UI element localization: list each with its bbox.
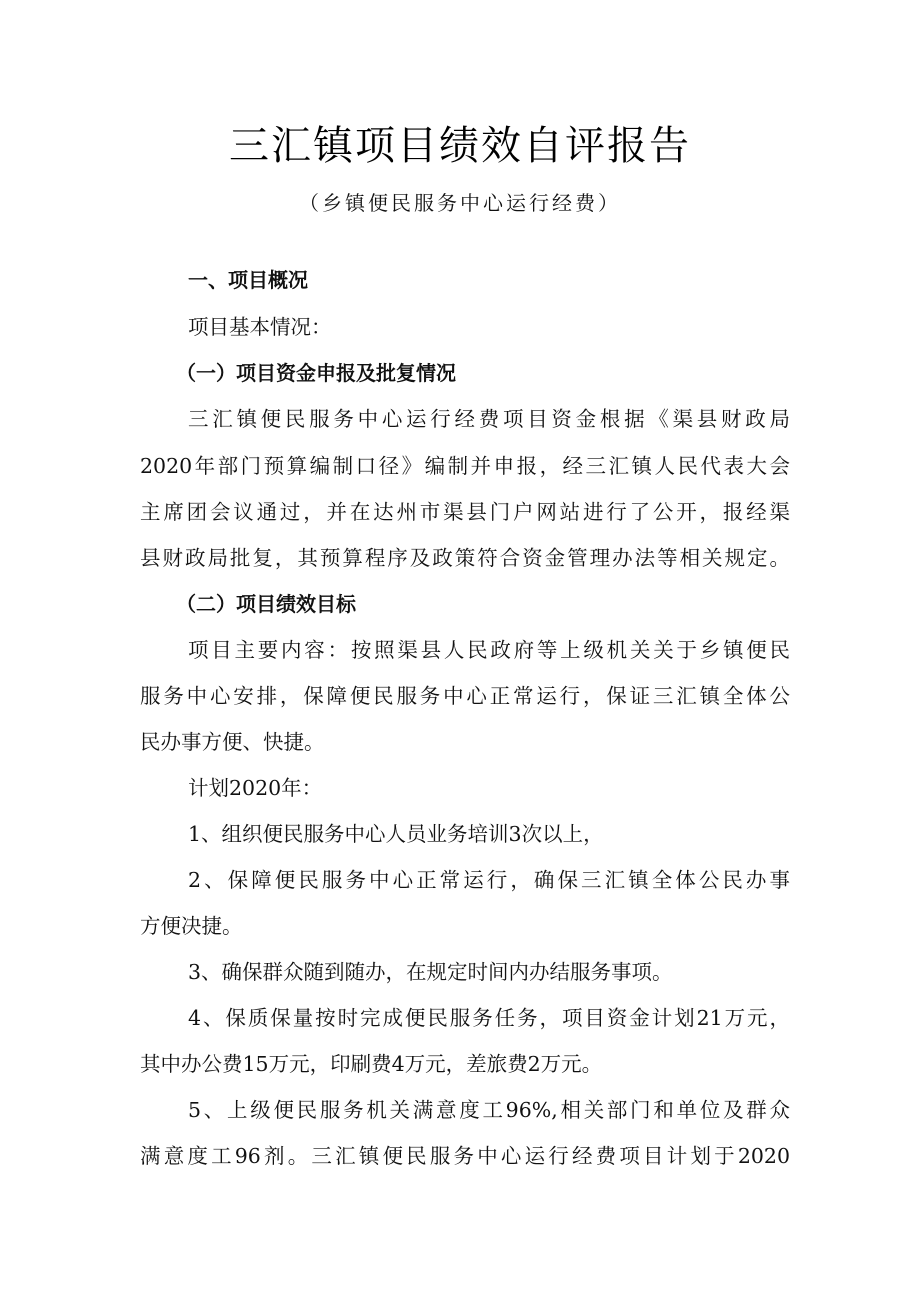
list-item: 3、确保群众随到随办，在规定时间内办结服务事项。: [188, 960, 673, 984]
list-item: 5、上级便民服务机关满意度工96%,相关部门和单位及群众: [188, 1098, 790, 1122]
subheading-goals: （二）项目绩效目标: [176, 592, 356, 616]
list-item: 4、保质保量按时完成便民服务任务，项目资金计划21万元，: [188, 1006, 790, 1030]
list-item-continuation: 满意度工96剂。三汇镇便民服务中心运行经费项目计划于2020: [140, 1144, 790, 1168]
paragraph-line: 三汇镇便民服务中心运行经费项目资金根据《渠县财政局: [188, 407, 790, 431]
paragraph-line: 2020年部门预算编制口径》编制并申报，经三汇镇人民代表大会: [140, 454, 790, 478]
list-item: 2、保障便民服务中心正常运行，确保三汇镇全体公民办事: [188, 868, 790, 892]
list-item-continuation: 其中办公费15万元，印刷费4万元，差旅费2万元。: [140, 1052, 603, 1076]
plan-label: 计划2020年：: [188, 776, 323, 800]
paragraph-line: 主席团会议通过，并在达州市渠县门户网站进行了公开，报经渠: [140, 500, 790, 524]
list-item: 1、组织便民服务中心人员业务培训3次以上，: [188, 822, 604, 846]
paragraph-line: 项目主要内容：按照渠县人民政府等上级机关关于乡镇便民: [188, 638, 790, 662]
section-heading-overview: 一、项目概况: [188, 268, 308, 292]
report-title: 三汇镇项目绩效自评报告: [229, 123, 691, 169]
subheading-funding: （一）项目资金申报及批复情况: [176, 361, 456, 385]
paragraph-line: 服务中心安排，保障便民服务中心正常运行，保证三汇镇全体公: [140, 684, 790, 708]
list-item-continuation: 方便决捷。: [140, 914, 243, 938]
report-subtitle: （乡镇便民服务中心运行经费）: [299, 191, 621, 215]
paragraph-line: 县财政局批复，其预算程序及政策符合资金管理办法等相关规定。: [140, 546, 790, 570]
paragraph-line: 民办事方便、快捷。: [140, 730, 325, 754]
basic-info-label: 项目基本情况：: [188, 315, 332, 339]
